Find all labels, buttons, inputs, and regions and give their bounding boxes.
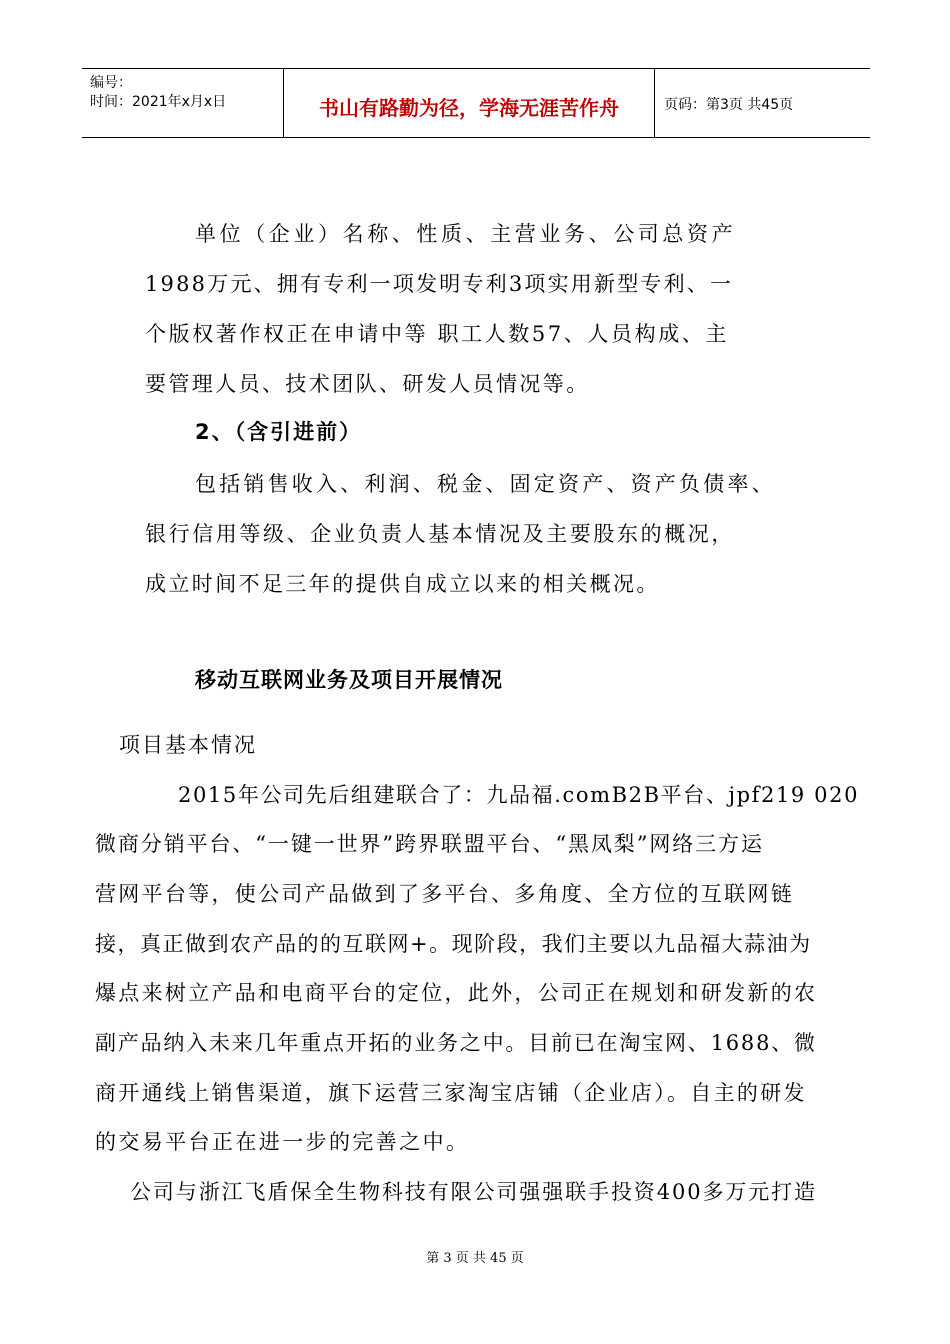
page-label: 页码：第3页 共45页	[664, 97, 794, 113]
section-heading: 2、（含引进前）	[195, 420, 363, 444]
subsection-title: 项目基本情况	[119, 733, 257, 757]
header-motto-cell	[283, 69, 655, 137]
section-title: 移动互联网业务及项目开展情况	[195, 668, 503, 692]
time-label: 时间：2021年x月x日	[90, 94, 227, 110]
motto: 书山有路勤为径，学海无涯苦作舟	[319, 96, 619, 120]
header-info-cell	[82, 69, 282, 137]
paragraph-line: 营网平台等，使公司产品做到了多平台、多角度、全方位的互联网链	[95, 882, 794, 906]
paragraph-line: 接，真正做到农产品的的互联网+。现阶段，我们主要以九品福大蒜油为	[95, 932, 812, 956]
paragraph-line: 2015年公司先后组建联合了：九品福.comB2B平台、jpf219 020	[178, 783, 860, 807]
paragraph-line: 单位（企业）名称、性质、主营业务、公司总资产	[195, 222, 737, 246]
paragraph-line: 副产品纳入未来几年重点开拓的业务之中。目前已在淘宝网、1688、微	[95, 1031, 817, 1055]
paragraph-line: 银行信用等级、企业负责人基本情况及主要股东的概况，	[145, 522, 735, 546]
number-label: 编号：	[90, 75, 132, 91]
header-table	[82, 68, 870, 138]
paragraph-line: 包括销售收入、利润、税金、固定资产、资产负债率、	[195, 472, 776, 496]
paragraph-line: 公司与浙江飞盾保全生物科技有限公司强强联手投资400多万元打造	[130, 1180, 817, 1204]
paragraph-line: 成立时间不足三年的提供自成立以来的相关概况。	[145, 572, 660, 596]
paragraph-line: 爆点来树立产品和电商平台的定位，此外，公司正在规划和研发新的农	[95, 981, 818, 1005]
paragraph-line: 1988万元、拥有专利一项发明专利3项实用新型专利、一	[145, 272, 734, 296]
paragraph-line: 个版权著作权正在申请中等 职工人数57、人员构成、主	[145, 322, 729, 346]
paragraph-line: 的交易平台正在进一步的完善之中。	[95, 1130, 470, 1154]
header-page-cell	[654, 69, 870, 137]
page-footer: 第 3 页 共 45 页	[426, 1251, 524, 1266]
paragraph-line: 商开通线上销售渠道，旗下运营三家淘宝店铺（企业店）。自主的研发	[95, 1081, 807, 1105]
paragraph-line: 要管理人员、技术团队、研发人员情况等。	[145, 372, 590, 396]
paragraph-line: 微商分销平台、“一键一世界”跨界联盟平台、“黑凤梨”网络三方运	[95, 832, 764, 856]
